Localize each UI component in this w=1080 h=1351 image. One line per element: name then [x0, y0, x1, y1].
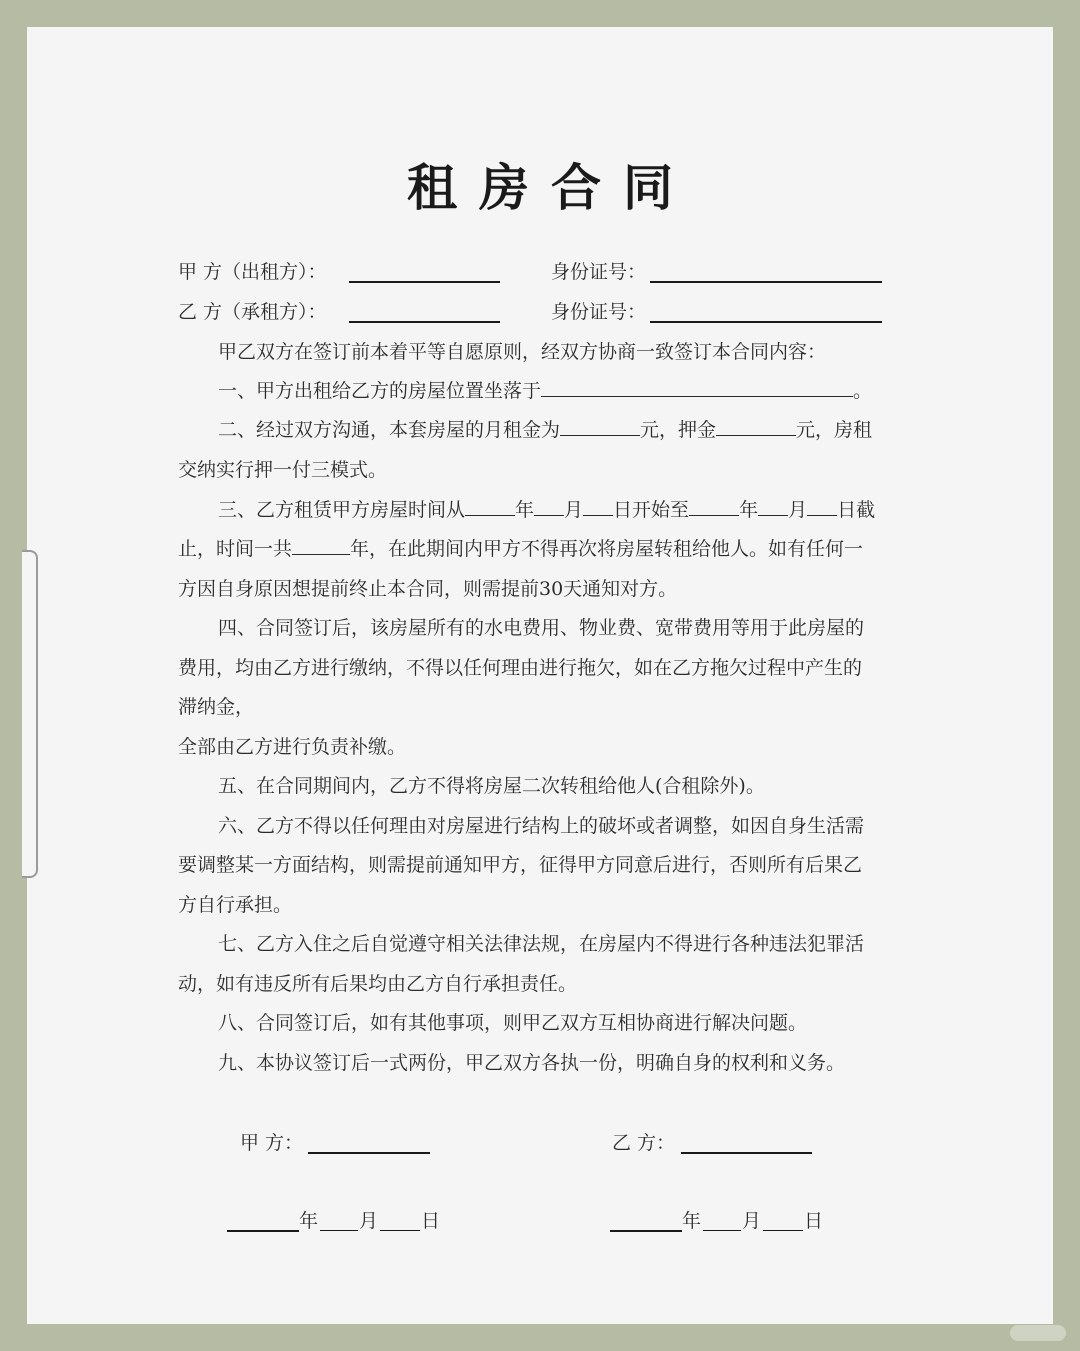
start-day-blank[interactable] [583, 497, 613, 516]
clause-3-line-2-text-b: 年，在此期间内甲方不得再次将房屋转租给他人。如有任何一 [350, 538, 864, 560]
year-label: 年 [515, 499, 535, 521]
clause-7-line-1: 七、乙方入住之后自觉遵守相关法律法规，在房屋内不得进行各种违法犯罪活 [218, 933, 865, 955]
clause-6-line-2: 要调整某一方面结构，则需提前通知甲方，征得甲方同意后进行，否则所有后果乙 [178, 854, 863, 876]
clause-6-line-3: 方自行承担。 [178, 894, 293, 916]
start-year-blank[interactable] [465, 497, 515, 516]
sign-party-b-label: 乙 方： [612, 1132, 676, 1154]
end-day-blank[interactable] [807, 497, 837, 516]
clause-4-line-4: 全部由乙方进行负责补缴。 [178, 736, 407, 758]
date-a-month-label: 月 [359, 1210, 379, 1232]
clause-2-text-a: 二、经过双方沟通，本套房屋的月租金为 [218, 419, 561, 441]
date-a-month-blank[interactable] [320, 1230, 358, 1231]
date-a-year-label: 年 [299, 1210, 319, 1232]
clause-4-line-2: 费用，均由乙方进行缴纳，不得以任何理由进行拖欠，如在乙方拖欠过程中产生的 [178, 657, 863, 679]
clause-3-line-2-text-a: 止，时间一共 [178, 538, 293, 560]
clause-9: 九、本协议签订后一式两份，甲乙双方各执一份，明确自身的权利和义务。 [218, 1052, 846, 1074]
start-month-blank[interactable] [534, 497, 564, 516]
date-b-month-label: 月 [742, 1210, 762, 1232]
clause-7-line-2: 动，如有违反所有后果均由乙方自行承担责任。 [178, 973, 578, 995]
clause-6-line-1: 六、乙方不得以任何理由对房屋进行结构上的破坏或者调整，如因自身生活需 [218, 815, 865, 837]
party-b-id-blank[interactable] [650, 321, 882, 323]
end-year-blank[interactable] [689, 497, 739, 516]
clause-2-line-2: 交纳实行押一付三模式。 [178, 459, 388, 481]
intro-paragraph: 甲乙双方在签订前本着平等自愿原则，经双方协商一致签订本合同内容： [218, 341, 827, 363]
clause-1 [218, 378, 872, 404]
party-a-name-blank[interactable] [349, 281, 500, 283]
sign-party-a-blank[interactable] [308, 1152, 430, 1154]
side-scroll-tab[interactable] [22, 550, 38, 878]
date-a-day-label: 日 [421, 1210, 441, 1232]
sign-party-b-blank[interactable] [681, 1152, 812, 1154]
date-b-month-blank[interactable] [703, 1230, 741, 1231]
date-a-year-blank[interactable] [227, 1230, 299, 1232]
date-a-day-blank[interactable] [380, 1230, 420, 1231]
clause-2-text-b: 元，押金 [640, 419, 717, 441]
clause-3-line-3: 方因自身原因想提前终止本合同，则需提前30天通知对方。 [178, 578, 678, 600]
page-title: 租房合同 [407, 159, 695, 217]
party-b-id-label: 身份证号： [551, 301, 647, 323]
clause-5: 五、在合同期间内，乙方不得将房屋二次转租给他人(合租除外)。 [218, 775, 765, 797]
clause-8: 八、合同签订后，如有其他事项，则甲乙双方互相协商进行解决问题。 [218, 1012, 808, 1034]
watermark-badge [1010, 1325, 1066, 1341]
year-label: 年 [739, 499, 759, 521]
clause-3 [218, 497, 875, 523]
clause-3-text: 三、乙方租赁甲方房屋时间从 [218, 499, 466, 521]
month-label: 月 [564, 499, 584, 521]
clause-1-end: 。 [853, 380, 873, 402]
party-a-label: 甲 方（出租方）： [178, 261, 327, 283]
party-a-id-label: 身份证号： [551, 261, 647, 283]
date-b-day-label: 日 [804, 1210, 824, 1232]
sign-party-a-label: 甲 方： [240, 1132, 304, 1154]
rent-blank[interactable] [560, 417, 640, 436]
party-a-id-blank[interactable] [650, 281, 882, 283]
clause-2-text-c: 元，房租 [796, 419, 873, 441]
date-b-year-blank[interactable] [610, 1230, 682, 1232]
day-label: 日截 [837, 499, 876, 521]
location-blank[interactable] [541, 378, 853, 397]
clause-4-line-1: 四、合同签订后，该房屋所有的水电费用、物业费、宽带费用等用于此房屋的 [218, 617, 865, 639]
clause-4-line-3: 滞纳金， [178, 696, 255, 718]
day-label: 日开始至 [613, 499, 690, 521]
date-b-day-blank[interactable] [763, 1230, 803, 1231]
date-b-year-label: 年 [682, 1210, 702, 1232]
duration-blank[interactable] [292, 536, 350, 555]
month-label: 月 [788, 499, 808, 521]
clause-1-text: 一、甲方出租给乙方的房屋位置坐落于 [218, 380, 542, 402]
clause-2 [218, 417, 872, 443]
party-b-name-blank[interactable] [349, 321, 500, 323]
clause-3-line-2 [178, 536, 863, 562]
end-month-blank[interactable] [758, 497, 788, 516]
party-b-label: 乙 方（承租方）： [178, 301, 327, 323]
deposit-blank[interactable] [716, 417, 796, 436]
